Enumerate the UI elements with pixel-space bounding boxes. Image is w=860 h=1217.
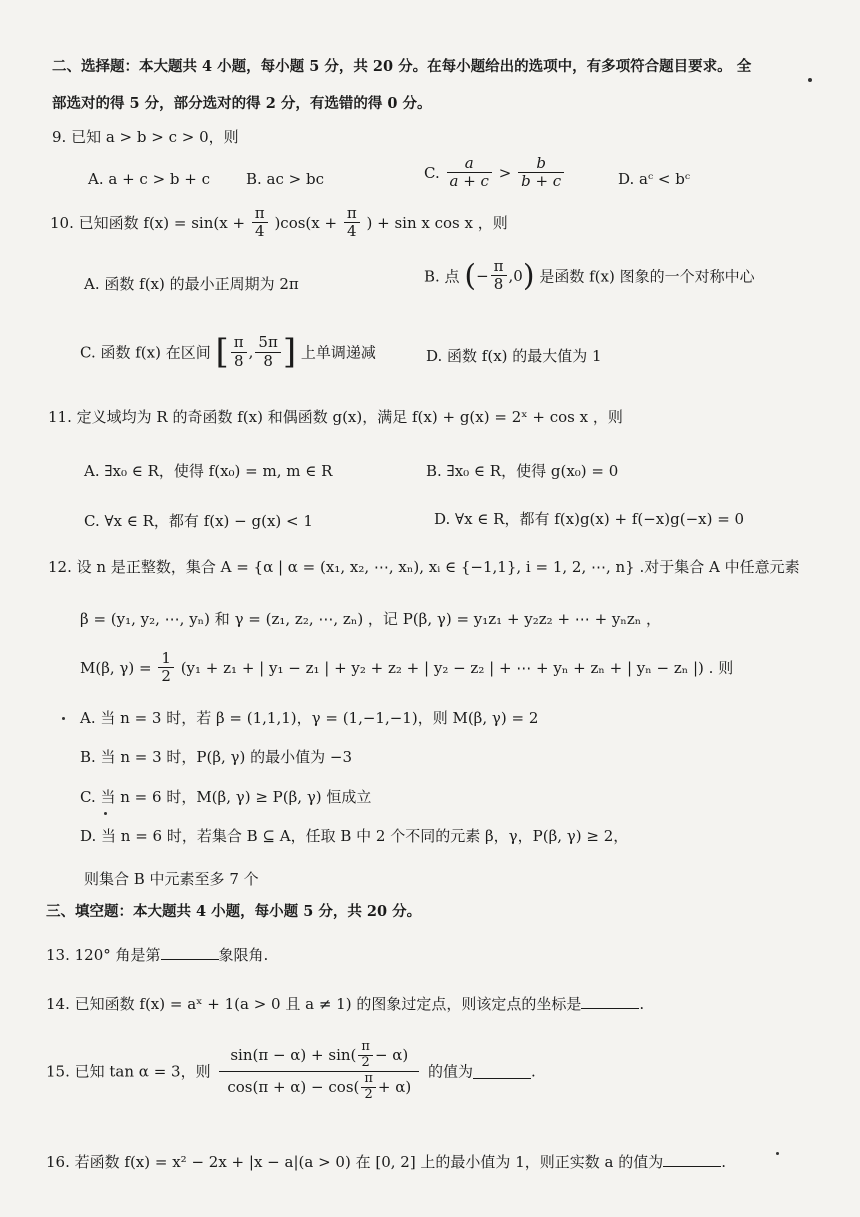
scan-speck	[776, 1152, 779, 1155]
section2-header-line2: 部选对的得 5 分，部分选对的得 2 分，有选错的得 0 分。	[52, 95, 432, 112]
q12-option-a: A. 当 n = 3 时，若 β = (1,1,1)，γ = (1,−1,−1)，则 M(β, γ) = 2	[80, 709, 539, 727]
q12-option-b: B. 当 n = 3 时，P(β, γ) 的最小值为 −3	[80, 748, 353, 766]
q10-b-post: 是函数 f(x) 图象的一个对称中心	[539, 267, 755, 286]
q13-post: 象限角.	[218, 946, 269, 964]
q9-c-den1: a + c	[449, 172, 489, 191]
q12-line2: β = (y₁, y₂, ⋯, yₙ) 和 γ = (z₁, z₂, ⋯, zₙ) ，记 P(β, γ) = y₁z₁ + y₂z₂ + ⋯ + yₙzₙ ，	[80, 610, 662, 628]
scan-speck	[104, 812, 107, 815]
q9-option-c: C. $\frac{a}{a + c}$ > $\frac{b}{b + c}$	[424, 155, 566, 191]
q10-c-post: 上单调递减	[300, 343, 376, 362]
q9-option-a: A. a + c > b + c	[88, 170, 211, 188]
q14	[46, 994, 644, 1013]
q15-num-pre: sin(π − α) + sin(	[230, 1045, 357, 1064]
q12-m-def-post: (y₁ + z₁ + | y₁ − z₁ | + y₂ + z₂ + | y₂ − z₂ | + ⋯ + yₙ + zₙ + | yₙ − zₙ |) . 则	[180, 658, 734, 677]
q10-b-num: π	[491, 258, 507, 276]
q12-option-d-cont: 则集合 B 中元素至多 7 个	[84, 870, 259, 888]
q16	[46, 1152, 726, 1171]
q12-m-def-pre: M(β, γ) =	[80, 658, 152, 677]
q15-num-post: − α)	[374, 1045, 409, 1064]
q10-option-b: B. 点 (− $\frac{\pi}{8}$ ,0) 是函数 f(x) 图象的一个对称中心	[424, 257, 755, 294]
q13-pre: 13. 120° 角是第	[46, 946, 161, 964]
q12-half-num: 1	[158, 650, 174, 668]
q10-c-d2: 8	[263, 351, 273, 370]
q10-c-d1: 8	[233, 351, 244, 370]
q12-option-c: C. 当 n = 6 时，M(β, γ) ≥ P(β, γ) 恒成立	[80, 788, 372, 806]
q15-num-pi: π	[358, 1040, 373, 1056]
q10-option-d: D. 函数 f(x) 的最大值为 1	[426, 347, 602, 365]
q15-den-pre: cos(π + α) − cos(	[227, 1077, 360, 1096]
q15-den-pi: π	[361, 1072, 376, 1088]
q9-c-num2: b	[518, 155, 564, 173]
q11-option-a: A. ∃x₀ ∈ R，使得 f(x₀) = m, m ∈ R	[84, 462, 333, 480]
q15-den-two: 2	[364, 1086, 373, 1102]
q10-pi-2: π	[344, 205, 360, 223]
q10-option-a: A. 函数 f(x) 的最小正周期为 2π	[84, 275, 299, 293]
q10-b-den: 8	[493, 275, 504, 294]
q9-option-d: D. aᶜ < bᶜ	[618, 170, 691, 188]
scan-speck	[808, 78, 812, 82]
q10-stem-mid: )cos(x +	[274, 213, 338, 232]
q10-stem-pre: 10. 已知函数 f(x) = sin(x +	[50, 213, 246, 232]
section2-header-line1: 二、选择题：本大题共 4 小题，每小题 5 分，共 20 分。在每小题给出的选项中，有多项符合题目要求。 全	[52, 58, 752, 75]
q9-c-num1: a	[447, 155, 492, 173]
q11-option-c: C. ∀x ∈ R，都有 f(x) − g(x) < 1	[84, 512, 313, 530]
q10-c-pre: C. 函数 f(x) 在区间	[80, 343, 211, 362]
q16-pre: 16. 若函数 f(x) = x² − 2x + |x − a|(a > 0) 在 [0, 2] 上的最小值为 1，则正实数 a 的值为	[46, 1153, 664, 1171]
q12-half-den: 2	[161, 667, 171, 686]
q12-line1: 12. 设 n 是正整数，集合 A = {α | α = (x₁, x₂, ⋯, xₙ), xᵢ ∈ {−1,1}, i = 1, 2, ⋯, n} .对于集合 A 中任意元素	[48, 558, 800, 576]
q13	[46, 945, 268, 964]
q15	[46, 1040, 536, 1103]
q15-pre: 15. 已知 tan α = 3，则	[46, 1062, 211, 1081]
q15-answer-blank[interactable]	[473, 1064, 531, 1079]
q10-stem-post: ) + sin x cos x ，则	[366, 213, 508, 232]
q10-four-2: 4	[347, 222, 357, 241]
q13-answer-blank[interactable]	[161, 945, 219, 960]
q15-end: .	[531, 1062, 536, 1081]
q9-c-label: C.	[424, 163, 440, 182]
q9-option-b: B. ac > bc	[246, 170, 325, 188]
q14-pre: 14. 已知函数 f(x) = aˣ + 1(a > 0 且 a ≠ 1) 的图象过定点，则该定点的坐标是	[46, 995, 582, 1013]
section3-header: 三、填空题：本大题共 4 小题，每小题 5 分，共 20 分。	[46, 903, 422, 920]
q11-option-b: B. ∃x₀ ∈ R，使得 g(x₀) = 0	[426, 462, 619, 480]
q15-post: 的值为	[428, 1062, 474, 1081]
q12-option-d: D. 当 n = 6 时，若集合 B ⊆ A，任取 B 中 2 个不同的元素 β，γ，P(β, γ) ≥ 2，	[80, 827, 629, 845]
q12-line3	[80, 650, 733, 686]
q10-four-1: 4	[254, 222, 265, 241]
q15-num-two: 2	[361, 1054, 370, 1070]
q10-stem	[50, 205, 508, 241]
q15-expression	[219, 1040, 419, 1103]
q10-option-c: C. 函数 f(x) 在区间 [ $\frac{\pi}{8}$ , $\frac{5\pi}{8}$ ] 上单调递减	[80, 332, 376, 372]
q10-c-n2: 5π	[255, 334, 280, 352]
q16-post: .	[721, 1153, 727, 1171]
q15-den-post: + α)	[377, 1077, 412, 1096]
q10-c-n1: π	[231, 334, 247, 352]
scan-speck	[62, 717, 65, 720]
q14-answer-blank[interactable]	[581, 994, 639, 1009]
q11-stem: 11. 定义域均为 R 的奇函数 f(x) 和偶函数 g(x)，满足 f(x) + g(x) = 2ˣ + cos x ，则	[48, 408, 623, 426]
q10-b-pre: B. 点	[424, 267, 460, 286]
q9-stem: 9. 已知 a > b > c > 0，则	[52, 128, 239, 146]
q10-pi-1: π	[252, 205, 268, 223]
q9-c-den2: b + c	[521, 172, 562, 191]
q14-post: .	[639, 995, 645, 1013]
q16-answer-blank[interactable]	[663, 1152, 721, 1167]
q11-option-d: D. ∀x ∈ R，都有 f(x)g(x) + f(−x)g(−x) = 0	[434, 510, 745, 528]
